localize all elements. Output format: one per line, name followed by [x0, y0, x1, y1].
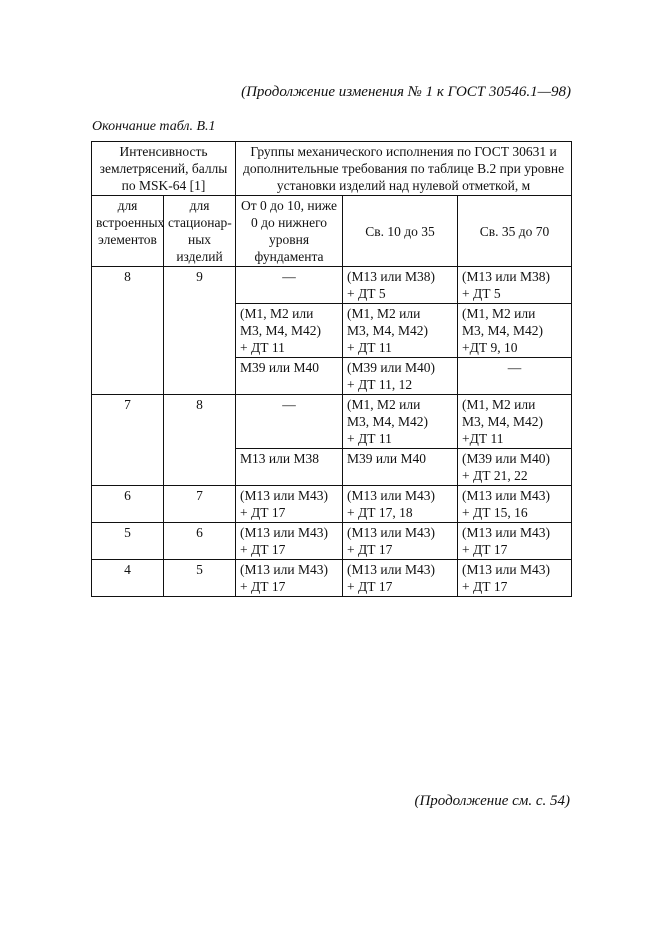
- cell-built-in-intensity: 8: [92, 267, 164, 395]
- cell-range-0-10: [236, 358, 343, 395]
- cell-text: (M39 или M40) + ДТ 11, 12: [347, 360, 435, 392]
- cell-range-0-10: [236, 523, 343, 560]
- table-row: [92, 267, 572, 304]
- cell-range-10-35: [343, 486, 458, 523]
- cell-range-35-70: [458, 304, 572, 358]
- cell-text: (M13 или M43) + ДТ 17: [240, 525, 328, 557]
- cell-range-10-35: [343, 523, 458, 560]
- cell-text: (M39 или M40) + ДТ 21, 22: [462, 451, 550, 483]
- cell-range-0-10: [236, 486, 343, 523]
- header-range-10-35: Св. 10 до 35: [343, 196, 458, 267]
- cell-text: (M1, M2 или M3, M4, M42) + ДТ 11: [347, 397, 429, 446]
- cell-text: (M13 или M43) + ДТ 17: [240, 562, 328, 594]
- cell-range-0-10: [236, 304, 343, 358]
- cell-range-35-70: [458, 486, 572, 523]
- cell-stationary-intensity: 6: [164, 523, 236, 560]
- table-row: [92, 560, 572, 597]
- cell-range-35-70: —: [458, 358, 572, 395]
- cell-range-10-35: [343, 449, 458, 486]
- table-row: [92, 523, 572, 560]
- cell-text: (M13 или M43) + ДТ 17: [462, 525, 550, 557]
- cell-text: (M13 или M43) + ДТ 15, 16: [462, 488, 550, 520]
- cell-text: (M1, M2 или M3, M4, M42) + ДТ 11: [240, 306, 322, 355]
- table-row: [92, 486, 572, 523]
- cell-range-10-35: [343, 560, 458, 597]
- cell-range-10-35: [343, 304, 458, 358]
- table-row: [92, 395, 572, 449]
- cell-range-0-10: —: [236, 395, 343, 449]
- cell-text: (M13 или M43) + ДТ 17: [462, 562, 550, 594]
- cell-text: (M1, M2 или M3, M4, M42) +ДТ 9, 10: [462, 306, 544, 355]
- cell-range-10-35: [343, 358, 458, 395]
- seismic-table: [91, 141, 572, 597]
- cell-stationary-intensity: 8: [164, 395, 236, 486]
- cell-text: (M13 или M43) + ДТ 17: [240, 488, 328, 520]
- cell-text: M39 или M40: [347, 451, 426, 466]
- cell-built-in-intensity: 5: [92, 523, 164, 560]
- header-stationary: для стационар-ных изделий: [164, 196, 236, 267]
- header-built-in: для встроенных элементов: [92, 196, 164, 267]
- cell-range-10-35: [343, 267, 458, 304]
- cell-range-0-10: [236, 449, 343, 486]
- cell-range-35-70: [458, 560, 572, 597]
- cell-text: (M13 или M43) + ДТ 17, 18: [347, 488, 435, 520]
- page-header-note: (Продолжение изменения № 1 к ГОСТ 30546.1—98): [241, 84, 571, 100]
- cell-stationary-intensity: 7: [164, 486, 236, 523]
- cell-range-0-10: [236, 560, 343, 597]
- cell-stationary-intensity: 5: [164, 560, 236, 597]
- header-range-35-70: Св. 35 до 70: [458, 196, 572, 267]
- cell-range-35-70: [458, 449, 572, 486]
- cell-built-in-intensity: 6: [92, 486, 164, 523]
- cell-text: (M13 или M38) + ДТ 5: [347, 269, 435, 301]
- cell-range-35-70: [458, 523, 572, 560]
- cell-range-35-70: [458, 395, 572, 449]
- cell-text: (M13 или M43) + ДТ 17: [347, 525, 435, 557]
- cell-built-in-intensity: 7: [92, 395, 164, 486]
- cell-text: (M13 или M38) + ДТ 5: [462, 269, 550, 301]
- header-groups: Группы механического исполнения по ГОСТ 30631 и дополнительные требования по таблице В.2 при уровне установки изделий над нулевой отметкой, м: [236, 142, 572, 196]
- cell-stationary-intensity: 9: [164, 267, 236, 395]
- cell-built-in-intensity: 4: [92, 560, 164, 597]
- cell-text: M39 или M40: [240, 360, 319, 375]
- table-header-row: [92, 142, 572, 196]
- cell-text: (M13 или M43) + ДТ 17: [347, 562, 435, 594]
- table-subheader-row: [92, 196, 572, 267]
- cell-range-10-35: [343, 395, 458, 449]
- cell-range-0-10: —: [236, 267, 343, 304]
- cell-text: (M1, M2 или M3, M4, M42) +ДТ 11: [462, 397, 544, 446]
- header-intensity: Интенсивность землетрясений, баллы по MSK-64 [1]: [92, 142, 236, 196]
- cell-text: M13 или M38: [240, 451, 319, 466]
- table-caption: Окончание табл. В.1: [92, 119, 216, 134]
- page-footer-note: (Продолжение см. с. 54): [414, 793, 570, 809]
- header-range-0-10: От 0 до 10, ниже 0 до нижнего уровня фундамента: [236, 196, 343, 267]
- cell-range-35-70: [458, 267, 572, 304]
- cell-text: (M1, M2 или M3, M4, M42) + ДТ 11: [347, 306, 429, 355]
